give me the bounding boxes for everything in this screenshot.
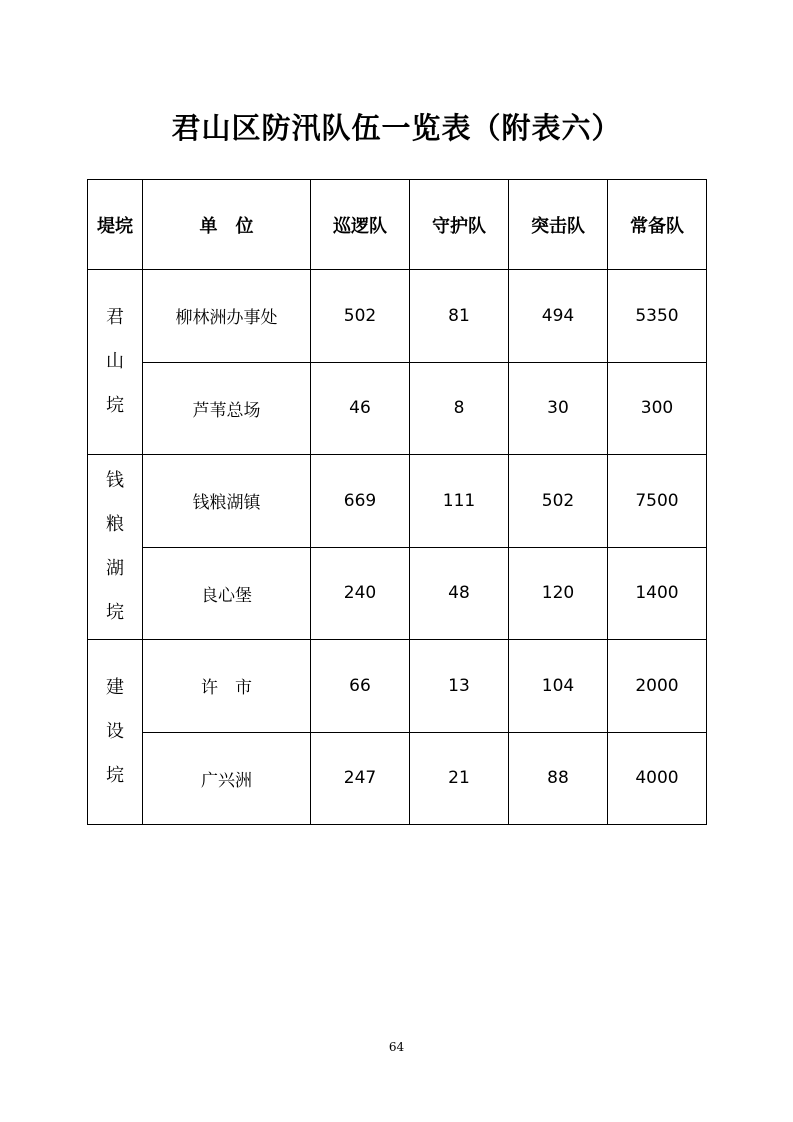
header-row xyxy=(88,180,707,270)
dike-name: 钱粮湖垸 xyxy=(106,470,124,623)
dike-cell xyxy=(88,640,143,825)
assault-cell: 30 xyxy=(509,362,608,455)
table-row xyxy=(88,362,707,455)
unit-cell: 芦苇总场 xyxy=(143,362,311,455)
unit-cell: 广兴洲 xyxy=(143,732,311,825)
dike-cell xyxy=(88,270,143,455)
patrol-cell: 46 xyxy=(311,362,410,455)
unit-cell: 许 市 xyxy=(143,640,311,733)
guard-cell: 13 xyxy=(410,640,509,733)
dike-cell xyxy=(88,455,143,640)
header-guard: 守护队 xyxy=(410,180,509,270)
guard-cell: 21 xyxy=(410,732,509,825)
header-dike: 堤垸 xyxy=(88,180,143,270)
assault-cell: 104 xyxy=(509,640,608,733)
header-unit: 单 位 xyxy=(143,180,311,270)
dike-name: 君山垸 xyxy=(106,307,124,416)
table-row xyxy=(88,640,707,733)
standby-cell: 300 xyxy=(608,362,707,455)
table-row xyxy=(88,547,707,640)
patrol-cell: 502 xyxy=(311,270,410,363)
assault-cell: 494 xyxy=(509,270,608,363)
assault-cell: 88 xyxy=(509,732,608,825)
table-row xyxy=(88,270,707,363)
page-title: 君山区防汛队伍一览表（附表六） xyxy=(171,111,622,145)
guard-cell: 111 xyxy=(410,455,509,548)
standby-cell: 2000 xyxy=(608,640,707,733)
assault-cell: 120 xyxy=(509,547,608,640)
header-patrol: 巡逻队 xyxy=(311,180,410,270)
assault-cell: 502 xyxy=(509,455,608,548)
standby-cell: 7500 xyxy=(608,455,707,548)
page-number: 64 xyxy=(388,1040,405,1054)
header-assault: 突击队 xyxy=(509,180,608,270)
flood-teams-table xyxy=(87,179,707,825)
patrol-cell: 247 xyxy=(311,732,410,825)
patrol-cell: 240 xyxy=(311,547,410,640)
unit-cell: 柳林洲办事处 xyxy=(143,270,311,363)
patrol-cell: 66 xyxy=(311,640,410,733)
guard-cell: 81 xyxy=(410,270,509,363)
standby-cell: 5350 xyxy=(608,270,707,363)
guard-cell: 48 xyxy=(410,547,509,640)
table-row xyxy=(88,732,707,825)
standby-cell: 4000 xyxy=(608,732,707,825)
header-standby: 常备队 xyxy=(608,180,707,270)
dike-name: 建设垸 xyxy=(106,677,124,786)
unit-cell: 钱粮湖镇 xyxy=(143,455,311,548)
guard-cell: 8 xyxy=(410,362,509,455)
unit-cell: 良心堡 xyxy=(143,547,311,640)
table-row xyxy=(88,455,707,548)
patrol-cell: 669 xyxy=(311,455,410,548)
standby-cell: 1400 xyxy=(608,547,707,640)
